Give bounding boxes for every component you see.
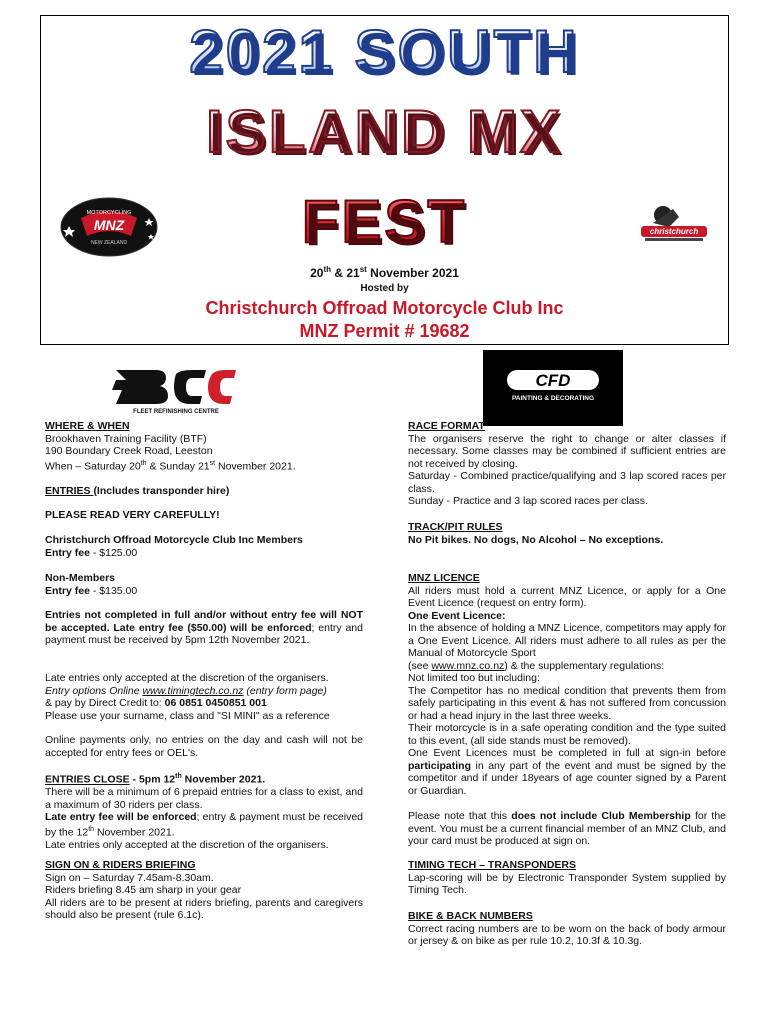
discretion-note: Late entries only accepted at the discretion of the organisers.	[45, 672, 329, 684]
class-minimum-note: There will be a minimum of 6 prepaid entries for a class to exist, and a maximum of 30 riders per class.	[45, 786, 363, 811]
track-pit-rules: No Pit bikes. No dogs, No Alcohol – No exceptions.	[408, 533, 664, 546]
timingtech-link[interactable]: www.timingtech.co.nz	[142, 684, 244, 697]
race-format-saturday: Saturday - Combined practice/qualifying and 3 lap scored races per class.	[408, 470, 726, 495]
sign-on-heading: SIGN ON & RIDERS BRIEFING	[45, 859, 196, 871]
one-event-licence-heading: One Event Licence:	[408, 609, 506, 622]
club-membership-note: Please note that this does not include Club Membership for the event. You must be a current financial member of an MNZ Club, and your card must be produced at sign on.	[408, 810, 726, 847]
mnz-logo	[59, 196, 159, 258]
race-format-section	[408, 420, 726, 508]
venue-address: 190 Boundary Creek Road, Leeston	[45, 445, 213, 457]
event-header	[40, 15, 729, 345]
entries-heading: ENTRIES (Includes transponder hire)	[45, 485, 230, 497]
online-only-note: Online payments only, no entries on the day and cash will not be accepted for entry fees or OEL's.	[45, 734, 363, 759]
nonmembers-fee-section	[45, 572, 363, 597]
timing-section	[408, 859, 726, 897]
late-fee-note: Late entry fee will be enforced; entry & payment must be received by the 12th November 2021.	[45, 811, 363, 838]
event-title-line-2: ISLAND MX	[41, 102, 728, 162]
direct-credit-line: & pay by Direct Credit to: 06 0851 0450851 001	[45, 697, 267, 709]
svg-text:christchurch: christchurch	[649, 227, 699, 236]
track-pit-heading: TRACK/PIT RULES	[408, 521, 503, 533]
where-when-heading: WHERE & WHEN	[45, 420, 130, 432]
svg-text:MNZ: MNZ	[93, 217, 125, 233]
nonmembers-fee: Entry fee - $135.00	[45, 584, 138, 597]
track-pit-section	[408, 521, 726, 546]
svg-text:FLEET REFINISHING CENTRE: FLEET REFINISHING CENTRE	[133, 409, 219, 415]
licence-completion-note: One Event Licences must be completed in full at sign-in before participating in any part of the event and must be signed by the competitor and if under 18years of age counter signed by a Parent or Guardian.	[408, 747, 726, 797]
race-format-sunday: Sunday - Practice and 3 lap scored races per class.	[408, 495, 648, 507]
reference-note: Please use your surname, class and "SI MINI" as a reference	[45, 709, 330, 722]
svg-text:CFD: CFD	[535, 371, 571, 390]
svg-text:PAINTING & DECORATING: PAINTING & DECORATING	[511, 395, 595, 402]
hosted-by-label: Hosted by	[360, 283, 409, 294]
mnz-website-link[interactable]: www.mnz.co.nz	[431, 659, 505, 672]
mnz-licence-heading: MNZ LICENCE	[408, 572, 480, 584]
event-title-line-1: 2021 SOUTH	[41, 22, 728, 82]
mnz-licence-requirement: All riders must hold a current MNZ Licence, or apply for a One Event Licence (request on entry form).	[408, 584, 726, 609]
members-title: Christchurch Offroad Motorcycle Club Inc Members	[45, 534, 303, 546]
mnz-licence-section	[408, 572, 726, 797]
event-dates: 20th & 21st November 2021	[310, 265, 459, 280]
bike-numbers-heading: BIKE & BACK NUMBERS	[408, 910, 533, 922]
race-format-heading: RACE FORMAT	[408, 420, 485, 432]
briefing-attendance-note: All riders are to be present at riders briefing, parents and caregivers should also be present (rule 6.1c).	[45, 896, 363, 921]
nonmembers-title: Non-Members	[45, 572, 116, 584]
medical-condition-note: The Competitor has no medical condition that prevents them from safely participating in this event & has not suffered from concussion or had a head injury in the last three weeks.	[408, 684, 726, 722]
sign-on-time: Sign on – Saturday 7.45am-8.30am.	[45, 871, 214, 884]
bcc-logo	[108, 360, 238, 415]
late-entry-notice: Entries not completed in full and/or without entry fee will NOT be accepted. Late entry fee ($50.00) will be enforced; entry and payment must be received by 5pm 12th November 2021.	[45, 609, 363, 646]
briefing-time: Riders briefing 8.45 am sharp in your gear	[45, 884, 242, 896]
members-fee-section	[45, 534, 363, 559]
not-limited-note: Not limited too but including:	[408, 672, 540, 684]
bike-numbers-section	[408, 910, 726, 948]
venue-name: Brookhaven Training Facility (BTF)	[45, 432, 207, 445]
close-discretion-note: Late entries only accepted at the discretion of the organisers.	[45, 838, 329, 851]
online-entry-line: Entry options Online www.timingtech.co.nz (entry form page)	[45, 684, 327, 697]
mnz-website-line: (see www.mnz.co.nz) & the supplementary regulations:	[408, 659, 665, 672]
one-event-licence-text: In the absence of holding a MNZ Licence, competitors may apply for a One Event Licence. All riders must adhere to all rules as per the Manual of Motorcycle Sport	[408, 622, 726, 659]
event-when: When – Saturday 20th & Sunday 21st November 2021.	[45, 459, 296, 472]
cfd-logo	[483, 350, 623, 426]
sign-on-section	[45, 859, 363, 922]
entries-close-heading: ENTRIES CLOSE - 5pm 12th November 2021.	[45, 773, 266, 786]
race-format-classes: The organisers reserve the right to change or alter classes if necessary. Some classes may be combined if sufficient entries are not received by closing.	[408, 432, 726, 470]
timing-text: Lap-scoring will be by Electronic Transponder System supplied by Timing Tech.	[408, 871, 726, 896]
entries-close-section	[45, 771, 363, 851]
timing-heading: TIMING TECH – TRANSPONDERS	[408, 859, 577, 871]
motorcycle-condition-note: Their motorcycle is in a safe operating condition and the type suited to this event, (all side stands must be removed).	[408, 722, 726, 747]
host-club-name: Christchurch Offroad Motorcycle Club Inc	[205, 298, 564, 318]
payment-section	[45, 672, 363, 722]
members-fee: Entry fee - $125.00	[45, 546, 138, 559]
bike-numbers-text: Correct racing numbers are to be worn on the back of body armour or jersey & on bike as per rule 10.2, 10.3f & 10.3g.	[408, 922, 726, 947]
svg-text:NEW ZEALAND: NEW ZEALAND	[90, 240, 128, 246]
event-title-line-3: FEST	[41, 192, 728, 252]
svg-text:MOTORCYCLING: MOTORCYCLING	[86, 210, 132, 216]
where-when-section	[45, 420, 363, 473]
club-logo	[639, 201, 709, 246]
permit-number: MNZ Permit # 19682	[299, 321, 470, 341]
read-carefully-notice: PLEASE READ VERY CAREFULLY!	[45, 509, 220, 521]
